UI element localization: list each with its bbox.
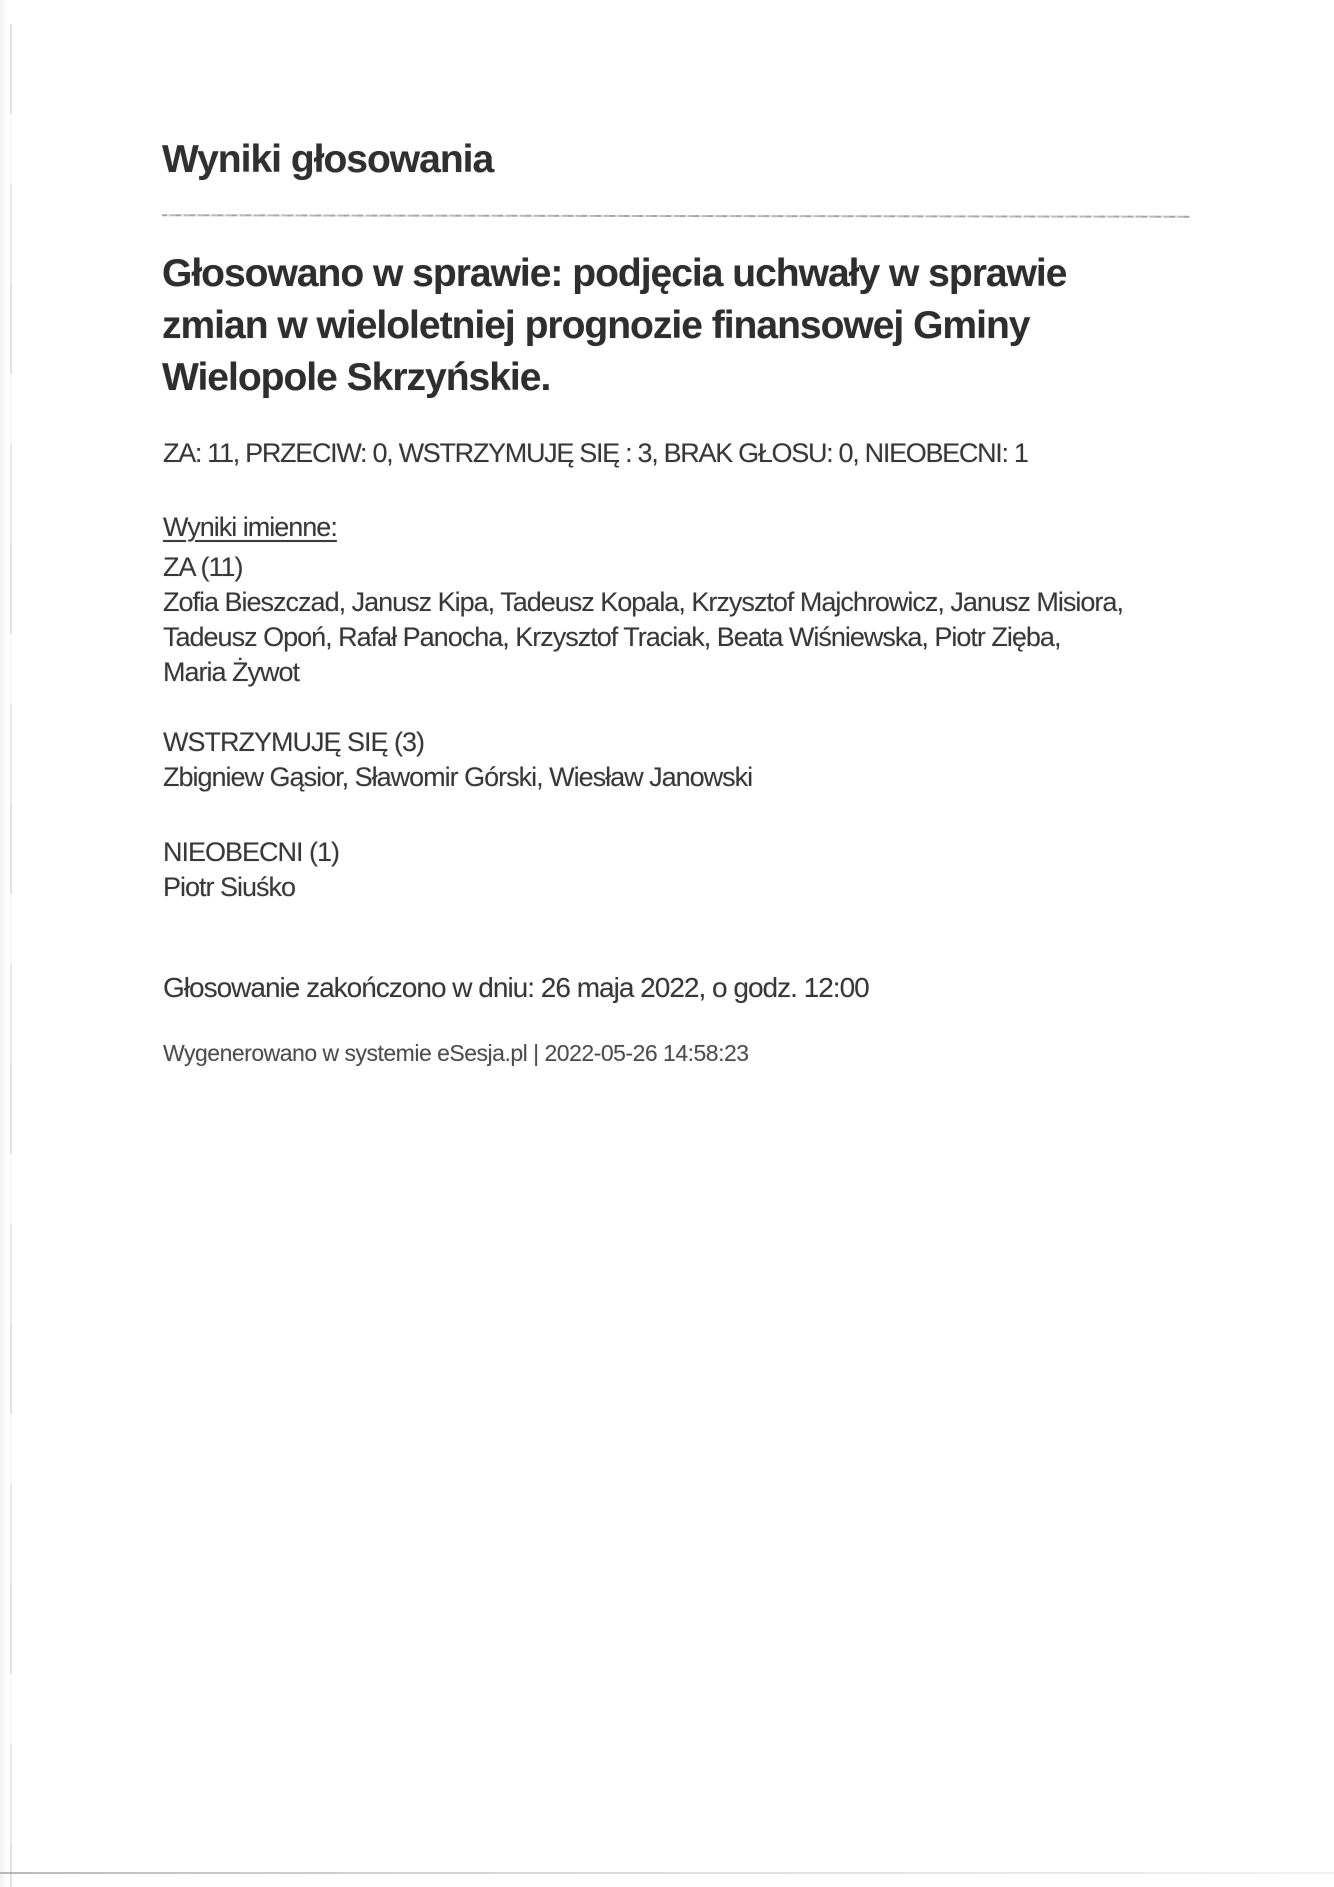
vote-subject [162,248,1066,404]
vote-group-nieobecni [163,835,339,905]
vote-group-wstrzymuje-sie [163,725,752,795]
group-label: NIEOBECNI (1) [163,837,340,867]
group-names-line: Zofia Bieszczad, Janusz Kipa, Tadeusz Kopala, Krzysztof Majchrowicz, Janusz Misiora, [163,587,1123,617]
vote-subject-line: zmian w wieloletniej prognozie finansowej Gminy [162,304,1030,347]
page-title: Wyniki głosowania [162,138,494,181]
generated-footer: Wygenerowano w systemie eSesja.pl | 2022-05-26 14:58:23 [163,1040,749,1066]
scan-edge-artifact [0,0,8,1887]
group-names-line: Maria Żywot [163,657,300,687]
vote-summary: ZA: 11, PRZECIW: 0, WSTRZYMUJĘ SIĘ : 3, BRAK GŁOSU: 0, NIEOBECNI: 1 [163,438,1028,468]
group-names-line: Piotr Siuśko [163,872,296,902]
vote-closing-statement: Głosowanie zakończono w dniu: 26 maja 2022, o godz. 12:00 [163,972,869,1003]
named-results-heading: Wyniki imienne: [163,512,337,542]
group-names-line: Zbigniew Gąsior, Sławomir Górski, Wiesław Janowski [163,762,753,792]
title-divider [162,214,1190,217]
group-label: WSTRZYMUJĘ SIĘ (3) [163,727,425,757]
scan-vertical-line-artifact [10,24,12,1887]
vote-subject-line: Wielopole Skrzyńskie. [162,356,551,399]
group-label: ZA (11) [163,552,243,582]
scan-bottom-line-artifact [0,1872,1334,1874]
vote-group-za [163,550,1123,690]
group-names-line: Tadeusz Opoń, Rafał Panocha, Krzysztof Traciak, Beata Wiśniewska, Piotr Zięba, [163,622,1061,652]
vote-subject-line: Głosowano w sprawie: podjęcia uchwały w sprawie [162,252,1067,295]
